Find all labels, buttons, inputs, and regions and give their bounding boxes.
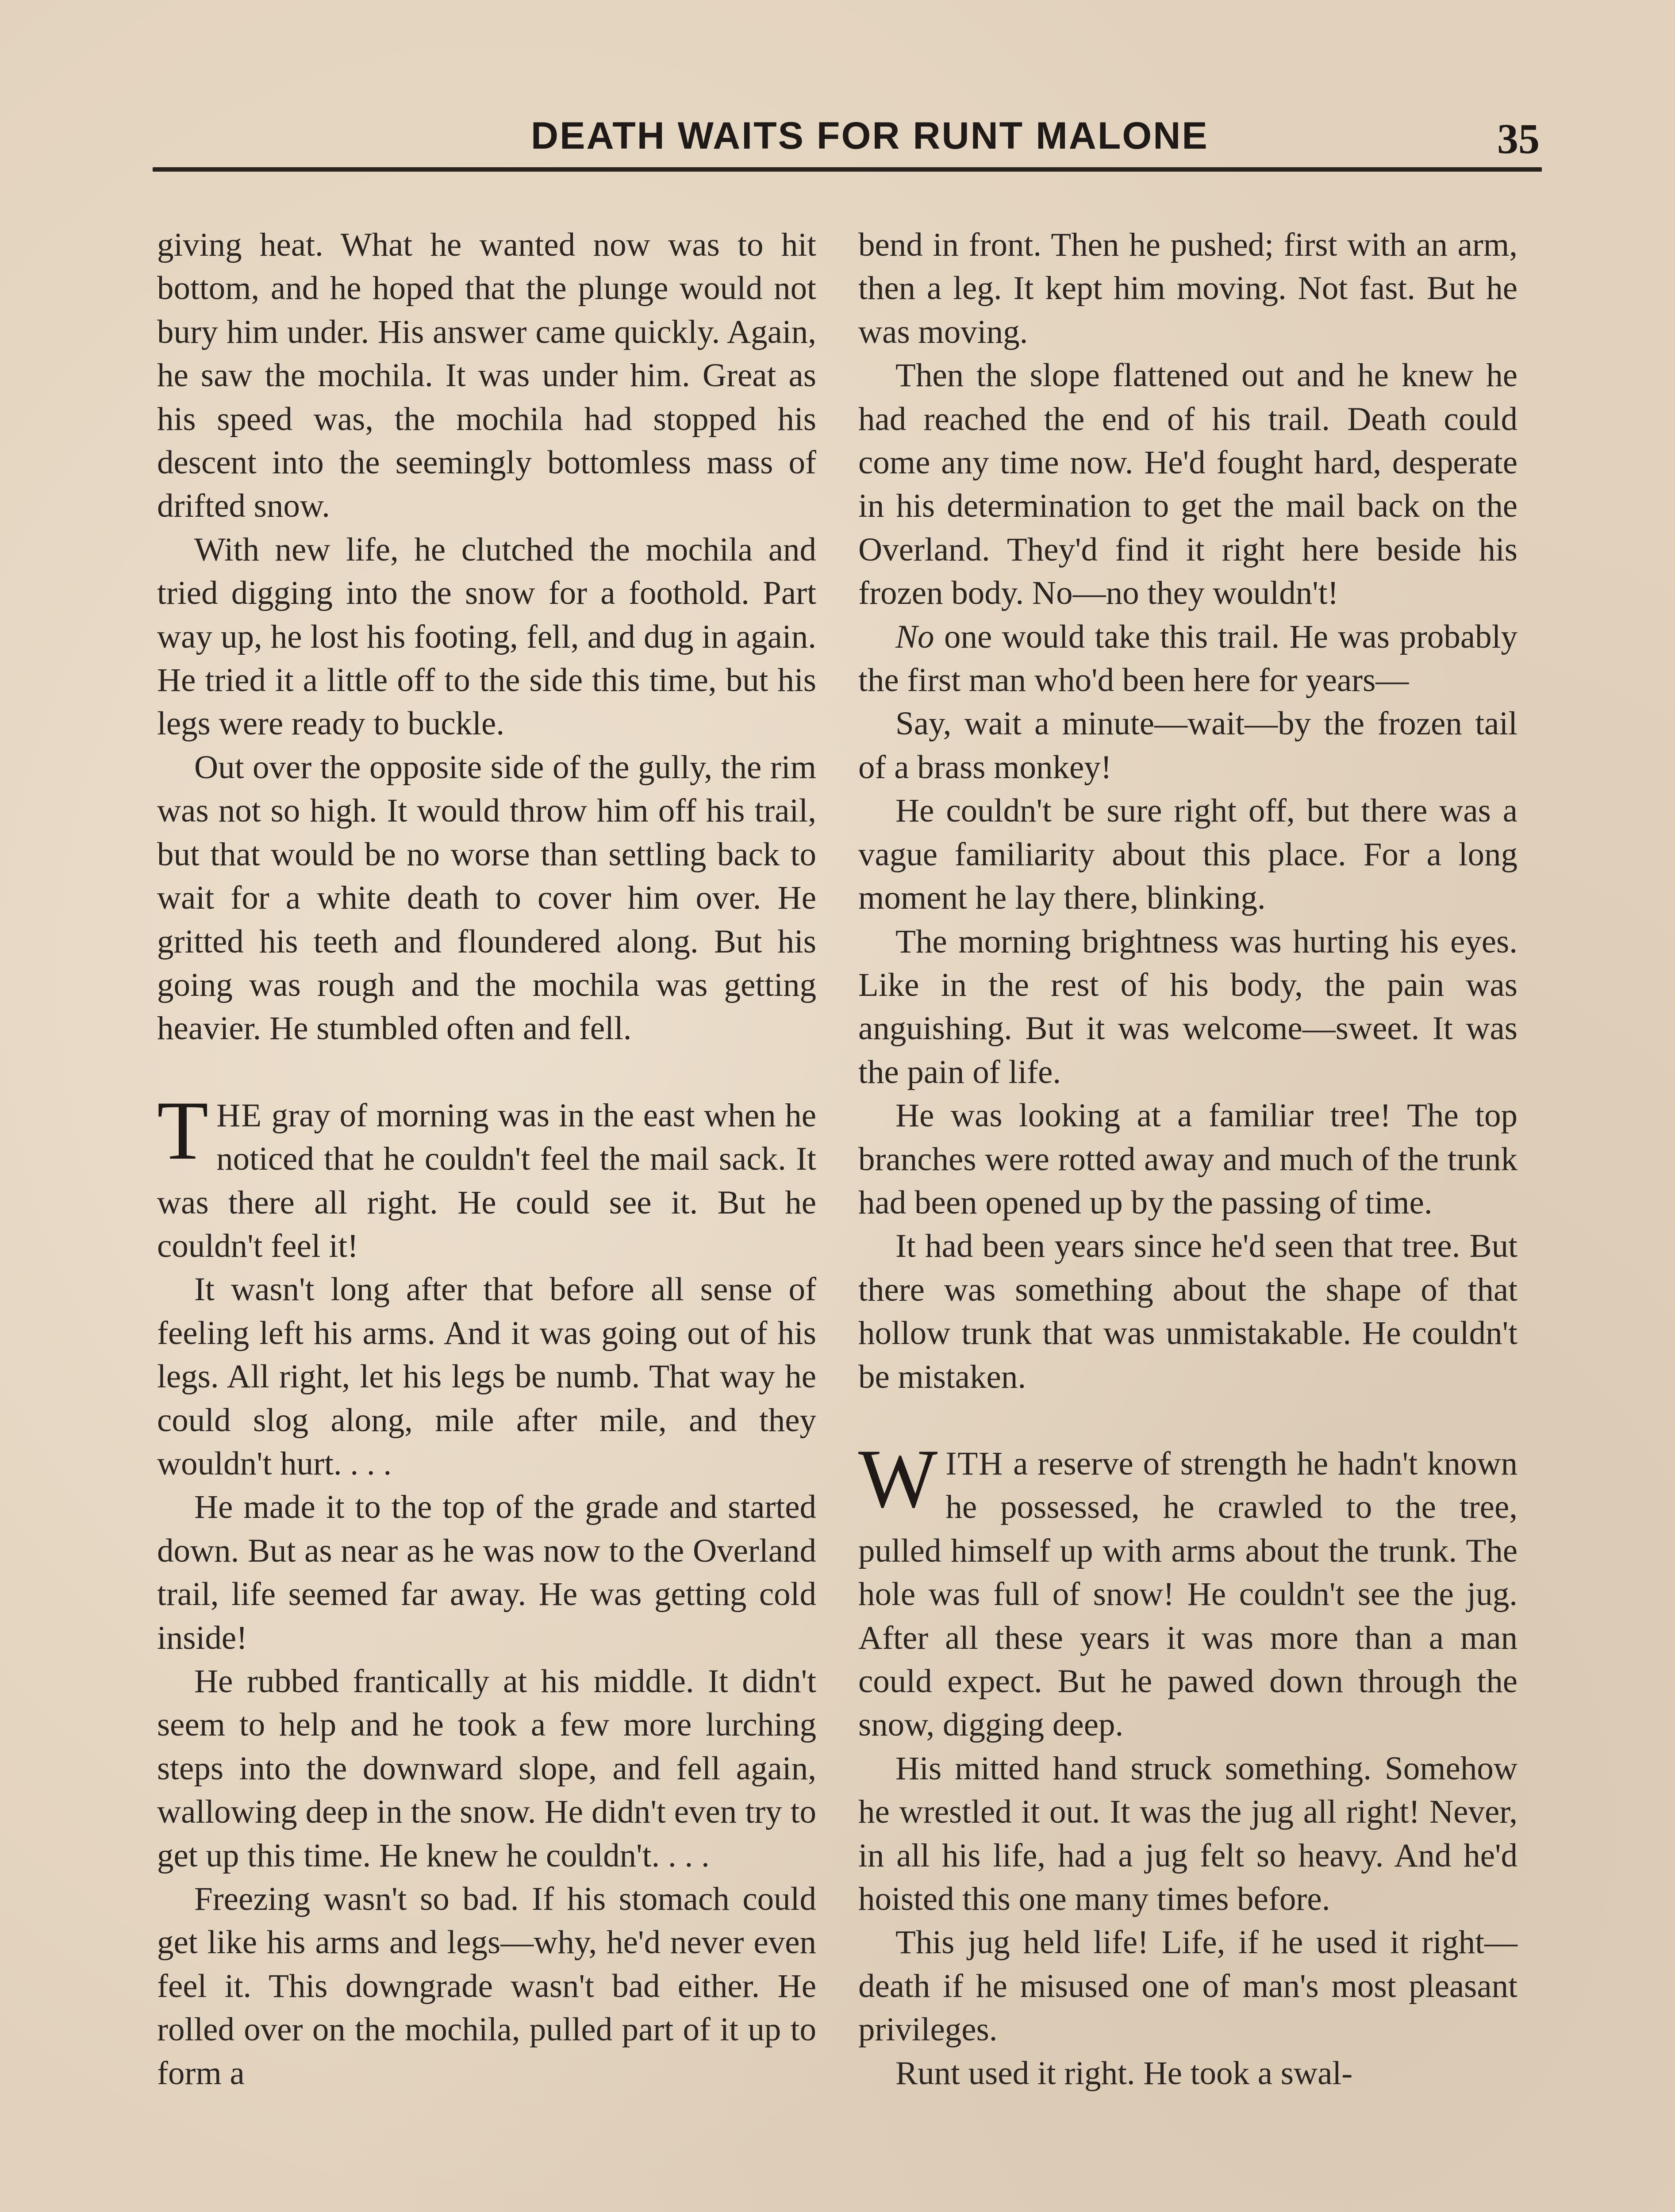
running-header [155, 114, 1540, 167]
paragraph: Then the slope flattened out and he knew he had reached the end of his trail. Death could come any time now. He'd fought hard, desperate in his determination to get the mail back on the Overland. They'd find it right here beside his frozen body. No—no they wouldn't! [858, 357, 1517, 612]
section-opening-paragraph [157, 1084, 816, 1268]
drop-cap: W [858, 1432, 938, 1525]
paragraph: He rubbed frantically at his middle. It didn't seem to help and he took a few more lurching steps into the downward slope, and fell again, wallowing deep in the snow. He didn't even try to get up this time. He knew he couldn't. . . . [157, 1663, 816, 1874]
right-column [858, 223, 1517, 2095]
paragraph: It had been years since he'd seen that tree. But there was something about the shape of that hollow trunk that was unmistakable. He couldn't be mistaken. [858, 1228, 1517, 1395]
running-title: DEATH WAITS FOR RUNT MALONE [531, 115, 1209, 157]
small-caps-lead: HE [216, 1097, 263, 1134]
paragraph: The morning brightness was hurting his eyes. Like in the rest of his body, the pain was anguishing. But it was welcome—sweet. It was the pain of life. [858, 923, 1517, 1091]
paragraph: Runt used it right. He took a swal- [895, 2055, 1353, 2092]
paragraph: His mitted hand struck something. Somehow he wrestled it out. It was the jug all right! Never, in all his life, had a jug felt so heavy. And he'd hoisted this one many times before. [858, 1750, 1517, 1918]
section-opening-paragraph [858, 1432, 1518, 1747]
header-rule [153, 167, 1542, 172]
small-caps-lead: ITH [945, 1445, 1004, 1482]
paragraph-text: gray of morning was in the east when he noticed that he couldn't feel the mail sack. It was there all right. He could see it. But he couldn't feel it! [157, 1097, 816, 1264]
drop-cap: T [157, 1084, 209, 1177]
paragraph: He was looking at a familiar tree! The top branches were rotted away and much of the trunk had been opened up by the passing of time. [858, 1097, 1517, 1221]
paragraph: bend in front. Then he pushed; first with an arm, then a leg. It kept him moving. Not fast. But he was moving. [858, 227, 1517, 350]
paragraph: With new life, he clutched the mochila and tried digging into the snow for a foothold. Part way up, he lost his footing, fell, and dug in again. He tried it a little off to the side this time, but his legs were ready to buckle. [157, 531, 816, 742]
paragraph: Freezing wasn't so bad. If his stomach could get like his arms and legs—why, he'd never even feel it. This downgrade wasn't bad either. He rolled over on the mochila, pulled part of it up to form a [157, 1881, 816, 2092]
paragraph: This jug held life! Life, if he used it right—death if he misused one of man's most pleasant privileges. [858, 1924, 1517, 2048]
page-number: 35 [1497, 115, 1540, 162]
paragraph-text: one would take this trail. He was probably the first man who'd been here for years— [858, 618, 1517, 699]
paragraph: Say, wait a minute—wait—by the frozen tail of a brass monkey! [858, 705, 1517, 786]
left-column [157, 223, 816, 2095]
paragraph [858, 615, 1517, 703]
paragraph: giving heat. What he wanted now was to hit bottom, and he hoped that the plunge would not bury him under. His answer came quickly. Again, he saw the mochila. It was under him. Great as his speed was, the mochila had stopped his descent into the seemingly bottomless mass of drifted snow. [157, 227, 816, 525]
paragraph: Out over the opposite side of the gully, the rim was not so high. It would throw him off his trail, but that would be no worse than settling back to wait for a white death to cover him over. He gritted his teeth and floundered along. But his going was rough and the mochila was getting heavier. He stumbled often and fell. [157, 749, 816, 1047]
paragraph-text: a reserve of strength he hadn't known he possessed, he crawled to the tree, pulled himself up with arms about the trunk. The hole was full of snow! He couldn't see the jug. After all these years it was more than a man could expect. But he pawed down through the snow, digging deep. [858, 1445, 1518, 1743]
italic-emphasis: No [895, 618, 934, 655]
paragraph: He made it to the top of the grade and started down. But as near as he was now to the Overland trail, life seemed far away. He was getting cold inside! [157, 1489, 816, 1656]
paragraph: It wasn't long after that before all sense of feeling left his arms. And it was going out of his legs. All right, let his legs be numb. That way he could slog along, mile after mile, and they wouldn't hurt. . . . [157, 1271, 816, 1482]
paragraph: He couldn't be sure right off, but there was a vague familiarity about this place. For a long moment he lay there, blinking. [858, 792, 1517, 917]
